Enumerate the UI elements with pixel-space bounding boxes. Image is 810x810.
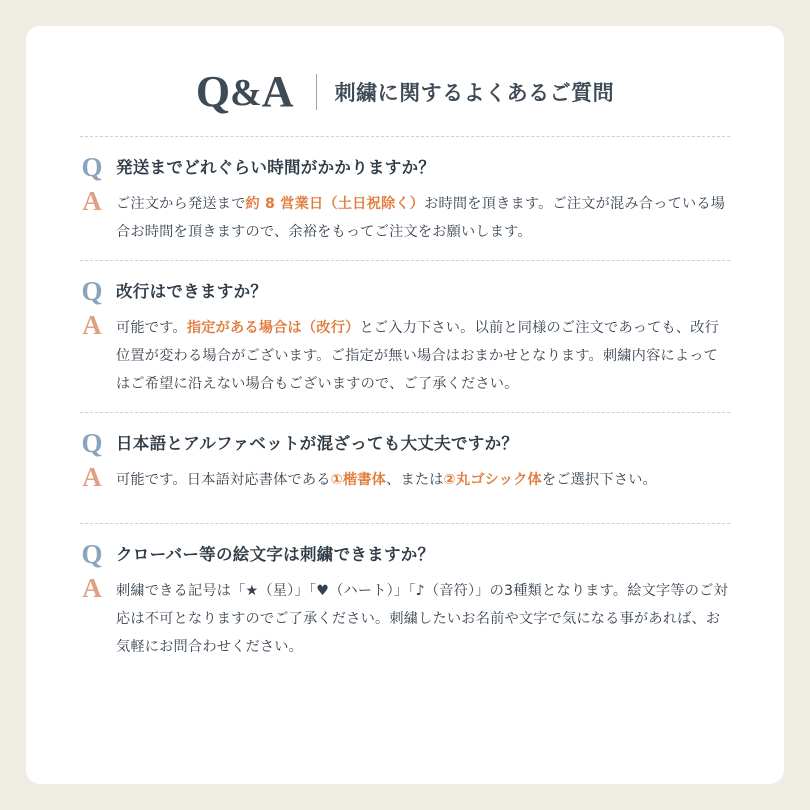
- qa-logo: [195, 67, 294, 116]
- faq-question-row: [80, 539, 730, 570]
- answer-plain-text: 可能です。: [116, 320, 187, 337]
- page-header: [74, 56, 736, 136]
- faq-question-row: [80, 276, 730, 307]
- faq-question-text: 改行はできますか？: [116, 282, 268, 302]
- section-spacer: [80, 509, 730, 523]
- faq-answer-row: [80, 464, 730, 495]
- faq-question-row: [80, 153, 730, 180]
- answer-mark-icon: A: [82, 310, 102, 341]
- page-title: 刺繍に関するよくあるご質問: [334, 81, 615, 105]
- question-mark-icon: Q: [81, 276, 103, 307]
- answer-plain-text: 、または: [386, 472, 444, 489]
- answer-plain-text: 刺繍できる記号は「★（星）」「♥（ハート）」「♪（音符）」の3種類となります。絵文字等のご対応は不可となりますのでご了承ください。刺繍したいお名前や文字で気になる事があれば、お気軽にお問合わせください。: [116, 583, 728, 655]
- faq-answer-row: [80, 188, 730, 246]
- answer-mark-icon: A: [82, 573, 102, 604]
- answer-highlight-text: 約 8 営業日（土日祝除く）: [245, 196, 425, 212]
- answer-highlight-text: ①楷書体: [330, 472, 387, 489]
- answer-plain-text: お時間を頂きます。ご注文が混み合っている場合お時間を頂きますので、余裕をもってご注文をお願いします。: [116, 196, 726, 240]
- answer-plain-text: 可能です。日本語対応書体である: [116, 472, 331, 489]
- question-mark-icon: Q: [81, 428, 103, 459]
- answer-highlight-text: 指定がある場合は（改行）: [186, 320, 360, 337]
- header-divider: [316, 74, 317, 110]
- answer-highlight-text: ②丸ゴシック体: [443, 472, 542, 489]
- faq-answer-text: [116, 575, 730, 661]
- answer-mark-icon: A: [82, 186, 102, 216]
- answer-plain-text: とご入力下さい。以前と同様のご注文であっても、改行位置が変わる場合がございます。ご指定が無い場合はおまかせとなります。刺繍内容によってはご希望に沿えない場合もございますので、ご了承ください。: [116, 320, 720, 392]
- question-mark-icon: Q: [81, 539, 103, 570]
- faq-answer-text: [116, 188, 730, 246]
- faq-item: [80, 412, 730, 509]
- answer-mark-icon: A: [82, 462, 102, 493]
- faq-answer-text: [116, 312, 730, 398]
- faq-item: [80, 260, 730, 412]
- faq-item: [80, 136, 730, 260]
- faq-card: [26, 26, 784, 784]
- qa-logo-ampersand: &: [230, 72, 262, 114]
- qa-logo-a: A: [261, 67, 294, 116]
- faq-question-text: 発送までどれぐらい時間がかかりますか？: [116, 158, 436, 177]
- faq-card-inner: [26, 26, 784, 675]
- faq-list: [74, 136, 736, 675]
- answer-plain-text: をご選択下さい。: [541, 472, 657, 489]
- question-mark-icon: Q: [81, 152, 103, 182]
- faq-item: [80, 523, 730, 675]
- qa-logo-q: Q: [195, 67, 231, 116]
- faq-answer-text: [116, 464, 657, 495]
- faq-question-text: 日本語とアルファベットが混ざっても大丈夫ですか？: [116, 434, 519, 454]
- answer-plain-text: ご注文から発送まで: [116, 196, 246, 212]
- faq-question-text: クローバー等の絵文字は刺繍できますか？: [116, 545, 435, 565]
- faq-question-row: [80, 428, 730, 459]
- faq-answer-row: [80, 575, 730, 661]
- faq-answer-row: [80, 312, 730, 398]
